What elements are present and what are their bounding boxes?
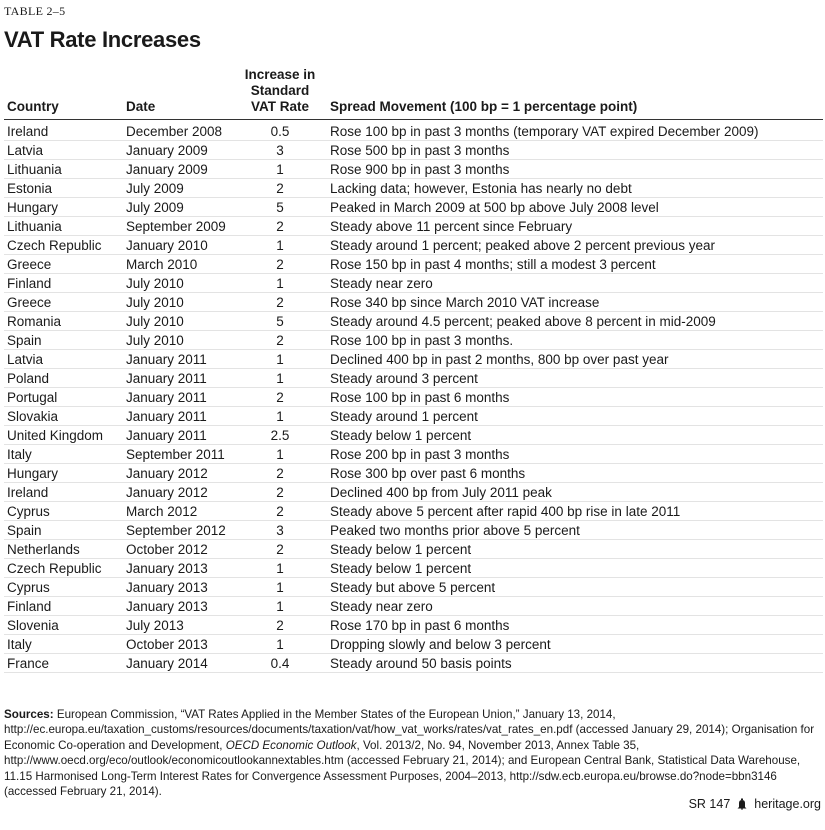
cell-spread: Steady below 1 percent xyxy=(330,428,472,443)
table-row xyxy=(0,369,825,388)
cell-country: Romania xyxy=(7,314,62,329)
cell-country: Spain xyxy=(7,333,42,348)
cell-increase: 0.5 xyxy=(270,124,290,139)
cell-increase: 1 xyxy=(276,371,284,386)
cell-increase: 1 xyxy=(276,599,284,614)
cell-country: Czech Republic xyxy=(7,238,102,253)
cell-spread: Steady above 5 percent after rapid 400 bp rise in late 2011 xyxy=(330,504,681,519)
cell-increase: 2 xyxy=(276,390,284,405)
cell-spread: Steady near zero xyxy=(330,276,433,291)
cell-date: January 2014 xyxy=(126,656,208,671)
cell-spread: Steady around 4.5 percent; peaked above 8 percent in mid-2009 xyxy=(330,314,716,329)
cell-date: January 2013 xyxy=(126,580,208,595)
header-increase-line2: Standard xyxy=(250,83,310,98)
footer xyxy=(689,797,821,811)
cell-spread: Rose 340 bp since March 2010 VAT increase xyxy=(330,295,600,310)
cell-country: Slovakia xyxy=(7,409,59,424)
table-label: TABLE 2–5 xyxy=(4,4,66,18)
table-row xyxy=(0,483,825,502)
cell-increase: 2 xyxy=(276,181,284,196)
cell-date: December 2008 xyxy=(126,124,223,139)
row-divider xyxy=(4,672,823,673)
report-number: SR 147 xyxy=(688,797,731,811)
table-row xyxy=(0,426,825,445)
cell-spread: Rose 100 bp in past 6 months xyxy=(330,390,510,405)
cell-date: January 2012 xyxy=(126,485,208,500)
cell-increase: 1 xyxy=(276,276,284,291)
cell-country: Finland xyxy=(7,276,52,291)
cell-date: July 2010 xyxy=(126,295,184,310)
cell-spread: Steady above 11 percent since February xyxy=(330,219,573,234)
cell-date: July 2009 xyxy=(126,181,184,196)
table-row xyxy=(0,407,825,426)
cell-country: Greece xyxy=(7,295,52,310)
cell-spread: Steady below 1 percent xyxy=(330,542,472,557)
cell-country: Ireland xyxy=(7,124,49,139)
table-row xyxy=(0,350,825,369)
cell-increase: 2 xyxy=(276,295,284,310)
cell-date: January 2011 xyxy=(126,390,207,405)
cell-spread: Rose 170 bp in past 6 months xyxy=(330,618,510,633)
header-increase xyxy=(236,67,324,115)
cell-country: Finland xyxy=(7,599,52,614)
cell-spread: Peaked in March 2009 at 500 bp above July 2008 level xyxy=(330,200,659,215)
cell-date: September 2012 xyxy=(126,523,226,538)
cell-date: July 2010 xyxy=(126,314,184,329)
table-row xyxy=(0,198,825,217)
cell-spread: Rose 900 bp in past 3 months xyxy=(330,162,510,177)
table-row xyxy=(0,654,825,673)
table-row xyxy=(0,160,825,179)
cell-spread: Steady around 50 basis points xyxy=(330,656,512,671)
cell-country: Poland xyxy=(7,371,50,386)
cell-country: United Kingdom xyxy=(7,428,104,443)
cell-increase: 1 xyxy=(276,352,284,367)
table-row xyxy=(0,293,825,312)
table-row xyxy=(0,521,825,540)
cell-increase: 1 xyxy=(276,238,284,253)
cell-date: July 2010 xyxy=(126,276,184,291)
table-row xyxy=(0,464,825,483)
header-date: Date xyxy=(126,99,156,114)
header-rule xyxy=(4,119,823,120)
table-row xyxy=(0,179,825,198)
cell-increase: 1 xyxy=(276,162,284,177)
cell-spread: Declined 400 bp in past 2 months, 800 bp over past year xyxy=(330,352,669,367)
table-row xyxy=(0,141,825,160)
table-body xyxy=(0,122,825,673)
table-row xyxy=(0,635,825,654)
cell-date: January 2011 xyxy=(126,409,207,424)
cell-date: January 2011 xyxy=(126,371,207,386)
cell-date: January 2011 xyxy=(126,352,207,367)
table-row xyxy=(0,236,825,255)
cell-date: March 2012 xyxy=(126,504,198,519)
cell-country: Cyprus xyxy=(7,504,50,519)
cell-country: Lithuania xyxy=(7,162,62,177)
cell-spread: Rose 300 bp over past 6 months xyxy=(330,466,526,481)
table-row xyxy=(0,559,825,578)
cell-spread: Steady near zero xyxy=(330,599,433,614)
cell-country: Italy xyxy=(7,637,32,652)
cell-increase: 0.4 xyxy=(270,656,290,671)
header-increase-line3: VAT Rate xyxy=(250,99,309,114)
cell-date: July 2009 xyxy=(126,200,184,215)
cell-date: September 2009 xyxy=(126,219,226,234)
cell-date: March 2010 xyxy=(126,257,198,272)
sources-label: Sources: xyxy=(4,708,54,721)
cell-date: July 2013 xyxy=(126,618,184,633)
cell-country: Netherlands xyxy=(7,542,80,557)
cell-country: Czech Republic xyxy=(7,561,102,576)
table-row xyxy=(0,255,825,274)
cell-spread: Declined 400 bp from July 2011 peak xyxy=(330,485,552,500)
cell-country: Portugal xyxy=(7,390,58,405)
cell-increase: 2 xyxy=(276,504,284,519)
sources-italic: OECD Economic Outlook xyxy=(225,738,357,752)
cell-date: January 2012 xyxy=(126,466,208,481)
cell-increase: 1 xyxy=(276,580,284,595)
sources-text-1: European Commission, “VAT Rates Applied in the Member States of the European Union,” January 13, 2014, http://ec.europa.eu/taxation_customs/resources/documents/taxation/vat/how_vat_works/rates/vat_rates_en.pdf (accessed January 29, 2014); Organisation for Economic Co-operation and Development, xyxy=(4,708,815,752)
cell-date: September 2011 xyxy=(126,447,225,462)
cell-spread: Rose 100 bp in past 3 months (temporary VAT expired December 2009) xyxy=(330,124,759,139)
cell-date: January 2010 xyxy=(126,238,208,253)
cell-spread: Steady around 1 percent xyxy=(330,409,478,424)
table-row xyxy=(0,578,825,597)
site-link[interactable]: heritage.org xyxy=(754,797,821,811)
sources-text-2: , Vol. 2013/2, No. 94, November 2013, Annex Table 35, http://www.oecd.org/eco/outlook/economicoutlookannextables.htm (accessed February 21, 2014); and European Central Bank, Statistical Data Warehouse, 11.15 Harmonised Long-Term Interest Rates for Convergence Assessment Purposes, 2004–2013, http://sdw.ecb.europa.eu/browse.do?node=bbn3146 (accessed February 21, 2014). xyxy=(4,738,801,799)
cell-country: Greece xyxy=(7,257,52,272)
page-title: VAT Rate Increases xyxy=(4,27,201,52)
table-row xyxy=(0,445,825,464)
cell-date: October 2013 xyxy=(126,637,208,652)
cell-spread: Steady around 3 percent xyxy=(330,371,478,386)
cell-increase: 2 xyxy=(276,257,284,272)
cell-date: January 2009 xyxy=(126,143,208,158)
cell-spread: Lacking data; however, Estonia has nearly no debt xyxy=(330,181,632,196)
cell-country: Cyprus xyxy=(7,580,50,595)
cell-country: Ireland xyxy=(7,485,49,500)
cell-increase: 3 xyxy=(276,523,284,538)
cell-country: Spain xyxy=(7,523,42,538)
sources-note xyxy=(4,707,822,799)
cell-date: January 2009 xyxy=(126,162,208,177)
table-row xyxy=(0,540,825,559)
cell-country: Slovenia xyxy=(7,618,59,633)
table-row xyxy=(0,312,825,331)
cell-increase: 5 xyxy=(276,314,284,329)
cell-increase: 2 xyxy=(276,542,284,557)
cell-spread: Steady but above 5 percent xyxy=(330,580,496,595)
cell-spread: Steady below 1 percent xyxy=(330,561,472,576)
liberty-bell-icon xyxy=(736,798,748,810)
cell-spread: Peaked two months prior above 5 percent xyxy=(330,523,580,538)
table-row xyxy=(0,331,825,350)
cell-increase: 2.5 xyxy=(270,428,290,443)
cell-increase: 1 xyxy=(276,561,284,576)
header-country: Country xyxy=(7,99,59,114)
table-row xyxy=(0,388,825,407)
cell-spread: Rose 100 bp in past 3 months. xyxy=(330,333,514,348)
cell-increase: 1 xyxy=(276,637,284,652)
cell-increase: 1 xyxy=(276,447,284,462)
cell-date: January 2013 xyxy=(126,599,208,614)
table-row xyxy=(0,217,825,236)
cell-country: Lithuania xyxy=(7,219,62,234)
cell-increase: 2 xyxy=(276,485,284,500)
cell-spread: Dropping slowly and below 3 percent xyxy=(330,637,551,652)
cell-country: Estonia xyxy=(7,181,53,196)
cell-country: Hungary xyxy=(7,466,59,481)
cell-spread: Steady around 1 percent; peaked above 2 percent previous year xyxy=(330,238,716,253)
header-spread: Spread Movement (100 bp = 1 percentage point) xyxy=(330,99,638,114)
table-row xyxy=(0,122,825,141)
table-row xyxy=(0,502,825,521)
cell-country: Latvia xyxy=(7,352,44,367)
cell-spread: Rose 150 bp in past 4 months; still a modest 3 percent xyxy=(330,257,656,272)
cell-country: Hungary xyxy=(7,200,59,215)
cell-increase: 5 xyxy=(276,200,284,215)
cell-spread: Rose 500 bp in past 3 months xyxy=(330,143,510,158)
cell-increase: 2 xyxy=(276,333,284,348)
table-row xyxy=(0,274,825,293)
cell-increase: 1 xyxy=(276,409,284,424)
cell-date: July 2010 xyxy=(126,333,184,348)
cell-country: Italy xyxy=(7,447,32,462)
table-row xyxy=(0,597,825,616)
table-row xyxy=(0,616,825,635)
cell-increase: 2 xyxy=(276,219,284,234)
cell-increase: 2 xyxy=(276,466,284,481)
cell-country: Latvia xyxy=(7,143,44,158)
cell-spread: Rose 200 bp in past 3 months xyxy=(330,447,510,462)
cell-date: January 2011 xyxy=(126,428,207,443)
cell-date: January 2013 xyxy=(126,561,208,576)
header-increase-line1: Increase in xyxy=(244,67,316,82)
cell-date: October 2012 xyxy=(126,542,208,557)
cell-country: France xyxy=(7,656,50,671)
cell-increase: 3 xyxy=(276,143,284,158)
cell-increase: 2 xyxy=(276,618,284,633)
